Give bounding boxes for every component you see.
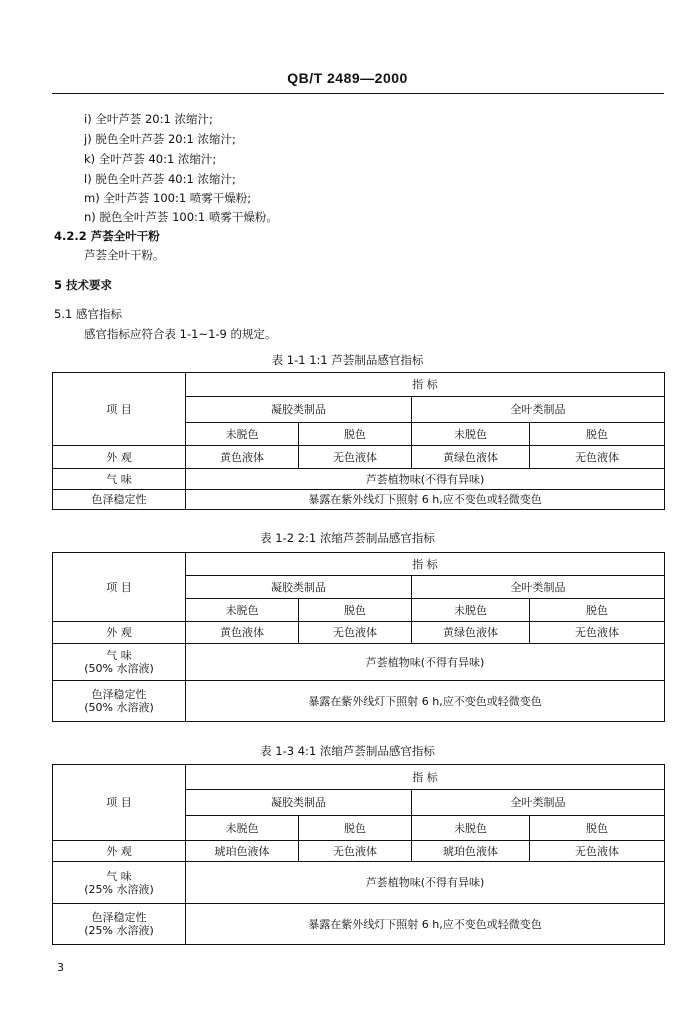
sub-header: 脱色	[530, 816, 665, 841]
group-whole-header: 全叶类制品	[412, 576, 665, 599]
section-heading-4-2-2: 4.2.2 芦荟全叶干粉	[54, 229, 160, 243]
item-header-cell	[53, 765, 186, 841]
stability-label: 色泽稳定性	[91, 911, 147, 924]
appearance-value: 无色液体	[299, 841, 412, 862]
indicator-header: 指 标	[186, 373, 665, 397]
section-heading-5-1: 5.1 感官指标	[54, 307, 122, 321]
section-heading-5: 5 技术要求	[54, 278, 113, 292]
page-number: 3	[57, 961, 64, 974]
sub-header: 脱色	[530, 599, 665, 622]
list-item: k) 全叶芦荟 40:1 浓缩汁;	[84, 152, 217, 166]
stability-sublabel: (25% 水溶液)	[84, 924, 154, 937]
list-item: n) 脱色全叶芦荟 100:1 喷雾干燥粉。	[84, 210, 278, 224]
group-gel-header: 凝胶类制品	[186, 576, 412, 599]
sub-header: 脱色	[299, 423, 412, 446]
stability-label-cell	[53, 681, 186, 722]
header-rule	[52, 93, 664, 94]
odor-label: 气 味	[106, 649, 132, 662]
sub-header: 未脱色	[186, 423, 299, 446]
odor-value: 芦荟植物味(不得有异味)	[186, 862, 665, 904]
group-gel-header: 凝胶类制品	[186, 790, 412, 816]
appearance-value: 无色液体	[299, 446, 412, 469]
appearance-label: 外 观	[53, 622, 186, 644]
indicator-header: 指 标	[186, 765, 665, 790]
odor-sublabel: (50% 水溶液)	[84, 662, 154, 675]
list-item: m) 全叶芦荟 100:1 喷雾干燥粉;	[84, 191, 252, 205]
odor-label-cell	[53, 862, 186, 904]
odor-label-cell	[53, 644, 186, 681]
appearance-value: 无色液体	[530, 841, 665, 862]
appearance-value: 黄绿色液体	[412, 446, 530, 469]
odor-value: 芦荟植物味(不得有异味)	[186, 644, 665, 681]
appearance-value: 黄色液体	[186, 622, 299, 644]
list-item: j) 脱色全叶芦荟 20:1 浓缩汁;	[84, 132, 236, 146]
odor-value: 芦荟植物味(不得有异味)	[186, 469, 665, 490]
item-header-cell	[53, 373, 186, 446]
appearance-value: 无色液体	[530, 446, 665, 469]
appearance-value: 无色液体	[299, 622, 412, 644]
indicator-header: 指 标	[186, 553, 665, 576]
table-caption: 表 1-1 1:1 芦荟制品感官指标	[271, 353, 424, 367]
group-whole-header: 全叶类制品	[412, 790, 665, 816]
appearance-label: 外 观	[53, 841, 186, 862]
sub-header: 未脱色	[186, 599, 299, 622]
list-item: i) 全叶芦荟 20:1 浓缩汁;	[84, 112, 213, 126]
appearance-value: 黄色液体	[186, 446, 299, 469]
sub-header: 脱色	[299, 599, 412, 622]
stability-label-cell	[53, 904, 186, 945]
item-header-cell	[53, 553, 186, 622]
sub-header: 脱色	[530, 423, 665, 446]
spec-table-1-1	[52, 372, 665, 510]
stability-label-cell	[53, 490, 186, 510]
section-body-5-1: 感官指标应符合表 1-1~1-9 的规定。	[84, 327, 277, 341]
stability-value: 暴露在紫外线灯下照射 6 h,应不变色或轻微变色	[186, 904, 665, 945]
appearance-value: 黄绿色液体	[412, 622, 530, 644]
spec-table-1-2	[52, 552, 665, 722]
appearance-value: 无色液体	[530, 622, 665, 644]
odor-sublabel: (25% 水溶液)	[84, 882, 154, 896]
stability-label: 色泽稳定性	[91, 688, 147, 701]
odor-label-cell	[53, 469, 186, 490]
sub-header: 未脱色	[412, 599, 530, 622]
appearance-value: 琥珀色液体	[186, 841, 299, 862]
appearance-label: 外 观	[53, 446, 186, 469]
list-item: l) 脱色全叶芦荟 40:1 浓缩汁;	[84, 172, 236, 186]
sub-header: 未脱色	[186, 816, 299, 841]
item-header: 项 目	[106, 580, 132, 594]
stability-value: 暴露在紫外线灯下照射 6 h,应不变色或轻微变色	[186, 490, 665, 510]
group-whole-header: 全叶类制品	[412, 397, 665, 423]
stability-sublabel: (50% 水溶液)	[84, 701, 154, 714]
sub-header: 未脱色	[412, 423, 530, 446]
table-caption: 表 1-3 4:1 浓缩芦荟制品感官指标	[260, 744, 435, 758]
group-gel-header: 凝胶类制品	[186, 397, 412, 423]
sub-header: 未脱色	[412, 816, 530, 841]
appearance-value: 琥珀色液体	[412, 841, 530, 862]
odor-label: 气 味	[106, 472, 132, 486]
odor-label: 气 味	[106, 869, 132, 883]
section-body-4-2-2: 芦荟全叶干粉。	[84, 248, 165, 262]
sub-header: 脱色	[299, 816, 412, 841]
item-header: 项 目	[106, 402, 132, 416]
stability-label: 色泽稳定性	[91, 493, 147, 506]
spec-table-1-3	[52, 764, 665, 945]
item-header: 项 目	[106, 796, 132, 809]
standard-code: QB/T 2489—2000	[287, 70, 408, 86]
table-caption: 表 1-2 2:1 浓缩芦荟制品感官指标	[260, 531, 435, 545]
stability-value: 暴露在紫外线灯下照射 6 h,应不变色或轻微变色	[186, 681, 665, 722]
